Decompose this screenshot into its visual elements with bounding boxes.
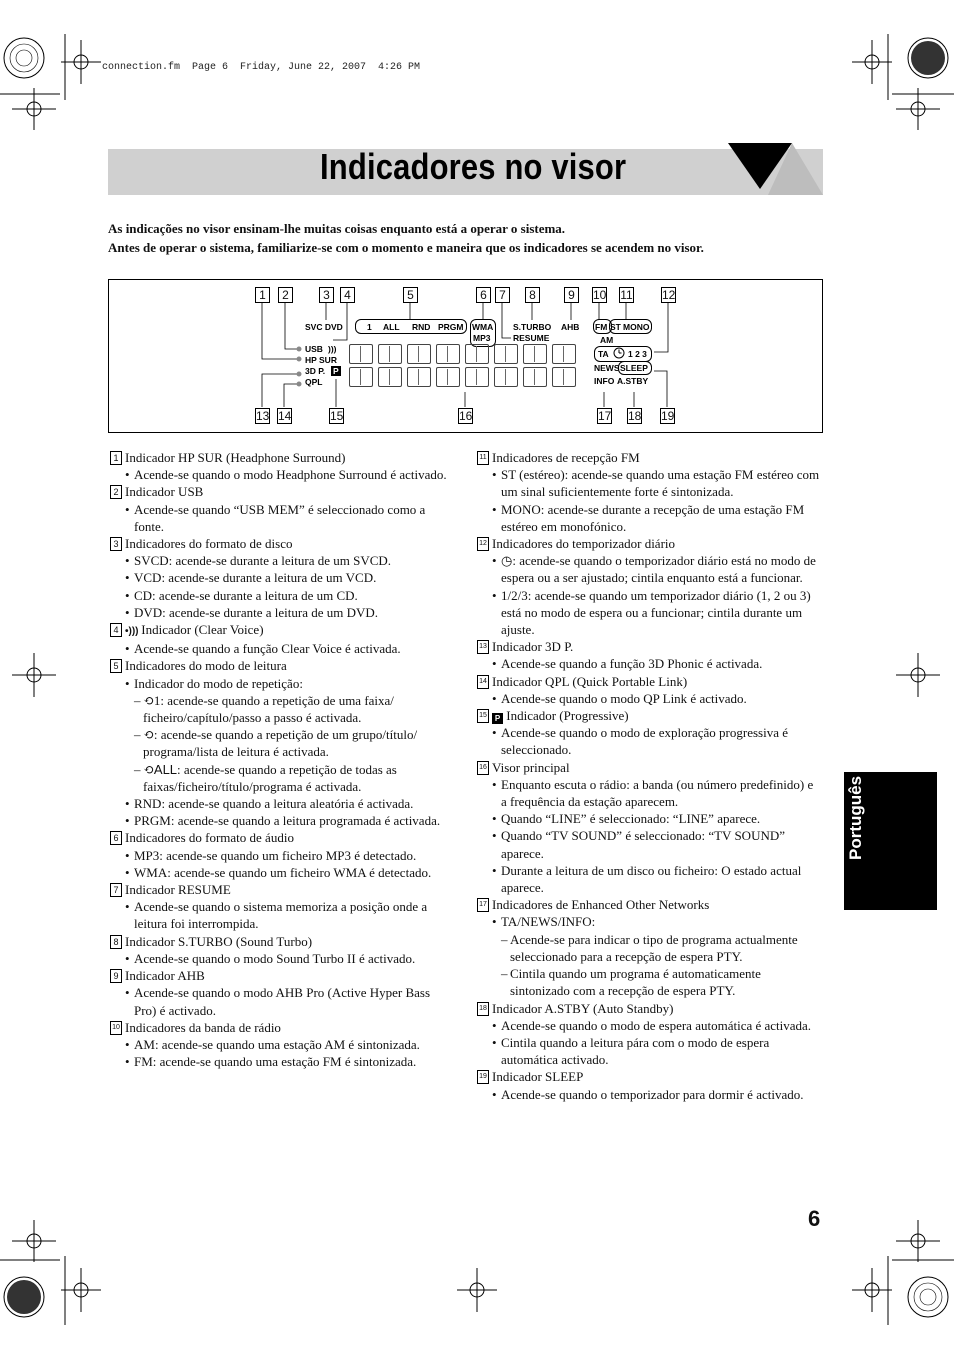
clear-voice-icon: ))) [328,344,337,354]
dash-item: – ⟲: acende-se quando a repetição de um grupo/título/ programa/lista de leitura é activada. [110,726,455,760]
callout-7: 7 [495,287,510,303]
item-number: 9 [110,969,122,983]
callout-11: 11 [620,288,633,302]
item-19: 19 Indicador SLEEP [477,1068,822,1085]
item-number: 8 [110,935,122,949]
item-number: 5 [110,659,122,673]
bullet: • AM: acende-se quando uma estação AM é sintonizada. [110,1036,455,1053]
item-number: 4 [110,623,122,637]
item-11: 11 Indicadores de recepção FM [477,449,822,466]
lcd-qpl: QPL [305,377,323,387]
dash-item: – ⟲ALL: acende-se quando a repetição de todas as faixas/ficheiro/título/programa é activada. [110,761,455,795]
callout-6: 6 [476,287,491,303]
display-diagram [108,279,823,433]
bullet: • MP3: acende-se quando um ficheiro MP3 é detectado. [110,847,455,864]
bullet: • Acende-se quando a função 3D Phonic é activada. [477,655,822,672]
page-title: Indicadores no visor [320,146,627,187]
bullet: • TA/NEWS/INFO: [477,913,822,930]
item-number: 15 [477,709,489,723]
bullet: • Indicador do modo de repetição: [110,675,455,692]
lcd-ta: TA [598,349,609,359]
item-number: 6 [110,831,122,845]
item-12: 12 Indicadores do temporizador diário [477,535,822,552]
bullet: • CD: acende-se durante a leitura de um CD. [110,587,455,604]
bullet: • Acende-se quando o temporizador para dormir é activado. [477,1086,822,1103]
bullet: • ST (estéreo): acende-se quando uma estação FM estéreo com um sinal suficientemente forte é sintonizada. [477,466,822,500]
bullet: • Acende-se quando a função Clear Voice é activada. [110,640,455,657]
callout-17: 17 [598,409,612,423]
progressive-icon: P [492,713,503,724]
lcd-sleep: SLEEP [620,363,648,373]
callout-19: 19 [661,409,675,423]
bullet: • Acende-se quando o modo de espera automática é activada. [477,1017,822,1034]
bullet: • ◷: acende-se quando o temporizador diário está no modo de espera ou a ser ajustado; cintila enquanto está a funcionar. [477,552,822,586]
bullet: • WMA: acende-se quando um ficheiro WMA é detectado. [110,864,455,881]
item-14: 14 Indicador QPL (Quick Portable Link) [477,673,822,690]
lcd-ahb: AHB [561,322,580,332]
item-number: 1 [110,451,122,465]
item-number: 18 [477,1002,489,1016]
item-number: 3 [110,537,122,551]
callout-4: 4 [340,287,355,303]
callout-1: 1 [255,287,270,303]
item-16: 16 Visor principal [477,759,822,776]
item-4: 4 •))) Indicador (Clear Voice) [110,621,455,640]
item-number: 11 [477,451,489,465]
bullet: • SVCD: acende-se durante a leitura de um SVCD. [110,552,455,569]
callout-16: 16 [459,409,473,423]
repeat-one-icon: ⟲1 [143,692,161,708]
bullet: • Durante a leitura de um disco ou ficheiro: O estado actual aparece. [477,862,822,896]
bullet: • 1/2/3: acende-se quando um temporizador diário (1, 2 ou 3) está no modo de espera ou a funcionar; cintila durante um ajuste. [477,587,822,639]
dash-item: – Cintila quando um programa é automaticamente sintonizado com a recepção de espera PTY. [477,965,822,999]
bullet: • Acende-se quando o modo Sound Turbo II é activado. [110,950,455,967]
callout-14: 14 [278,409,292,423]
item-number: 10 [110,1021,122,1035]
page-number: 6 [808,1206,821,1231]
item-number: 7 [110,883,122,897]
right-column [477,449,822,1103]
lcd-am: AM [600,335,614,345]
callout-3: 3 [319,287,334,303]
lcd-wma: WMA [472,322,494,332]
bullet: • MONO: acende-se durante a recepção de uma estação FM estéreo em monofónico. [477,501,822,535]
lcd-all: ALL [383,322,400,332]
callout-15: 15 [330,409,344,423]
repeat-icon: ⟲ [143,727,154,743]
bullet: • VCD: acende-se durante a leitura de um VCD. [110,569,455,586]
bullet: • Acende-se quando o modo de exploração progressiva é seleccionado. [477,724,822,758]
bullet: • Quando “TV SOUND” é seleccionado: “TV SOUND” aparece. [477,827,822,861]
lcd-one: 1 [367,322,372,332]
item-number: 12 [477,537,489,551]
callout-12: 12 [662,288,676,302]
lcd-svc-dvd: SVC DVD [305,322,343,332]
callout-8: 8 [525,287,540,303]
item-17: 17 Indicadores de Enhanced Other Networks [477,896,822,913]
bullet: • DVD: acende-se durante a leitura de um DVD. [110,604,455,621]
item-9: 9 Indicador AHB [110,967,455,984]
lcd-progressive: P [333,366,339,376]
bullet: • FM: acende-se quando uma estação FM é sintonizada. [110,1053,455,1070]
item-number: 17 [477,898,489,912]
item-number: 19 [477,1070,489,1084]
lcd-sturbo: S.TURBO [513,322,552,332]
lcd-info: INFO [594,376,615,386]
callout-13: 13 [256,409,270,423]
item-6: 6 Indicadores do formato de áudio [110,829,455,846]
item-8: 8 Indicador S.TURBO (Sound Turbo) [110,933,455,950]
item-3: 3 Indicadores do formato de disco [110,535,455,552]
intro-line-1: As indicações no visor ensinam-lhe muitas coisas enquanto está a operar o sistema. [108,221,566,236]
intro-line-2: Antes de operar o sistema, familiarize-se com o momento e maneira que os indicadores se acendem no visor. [108,240,704,255]
item-13: 13 Indicador 3D P. [477,638,822,655]
language-tab-label: Português [846,775,865,860]
lcd-prgm: PRGM [438,322,464,332]
lcd-mono: MONO [623,322,650,332]
clock-icon: ◷ [501,553,513,569]
lcd-st: ST [610,322,621,332]
item-number: 2 [110,485,122,499]
file-header-line: connection.fm Page 6 Friday, June 22, 2007 4:26 PM [102,62,421,73]
bullet: • PRGM: acende-se quando a leitura programada é activada. [110,812,455,829]
item-number: 16 [477,761,489,775]
item-number: 13 [477,640,489,654]
left-column [110,449,455,1070]
item-7: 7 Indicador RESUME [110,881,455,898]
bullet: • Acende-se quando o modo Headphone Surround é activado. [110,466,455,483]
clock-icon [612,346,626,360]
item-18: 18 Indicador A.STBY (Auto Standby) [477,1000,822,1017]
repeat-all-icon: ⟲ALL [143,761,178,777]
lcd-astby: A.STBY [617,376,649,386]
lcd-rnd: RND [412,322,431,332]
lcd-mp3: MP3 [473,333,491,343]
banner-triangle-icon [728,143,823,195]
lcd-news: NEWS [594,363,620,373]
lcd-3dp: 3D P. [305,366,326,376]
callout-5: 5 [403,287,418,303]
callout-9: 9 [564,287,579,303]
bullet: • Enquanto escuta o rádio: a banda (ou número predefinido) e a frequência da estação aparecem. [477,776,822,810]
bullet: • Acende-se quando o modo QP Link é activado. [477,690,822,707]
callout-10: 10 [593,288,607,302]
bullet: • Cintila quando a leitura pára com o modo de espera automática activado. [477,1034,822,1068]
dash-item: – ⟲1: acende-se quando a repetição de uma faixa/ ficheiro/capítulo/passo a passo é activada. [110,692,455,726]
dash-item: – Acende-se para indicar o tipo de programa actualmente seleccionado para a recepção de espera PTY. [477,931,822,965]
item-2: 2 Indicador USB [110,483,455,500]
item-10: 10 Indicadores da banda de rádio [110,1019,455,1036]
item-1: 1 Indicador HP SUR (Headphone Surround) [110,449,455,466]
lcd-resume: RESUME [513,333,550,343]
item-5: 5 Indicadores do modo de leitura [110,657,455,674]
bullet: • Acende-se quando “USB MEM” é seleccionado como a fonte. [110,501,455,535]
lcd-timers: 1 2 3 [628,349,647,359]
callout-18: 18 [628,409,642,423]
lcd-fm: FM [595,322,608,332]
bullet: • Acende-se quando o modo AHB Pro (Active Hyper Bass Pro) é activado. [110,984,455,1018]
bullet: • RND: acende-se quando a leitura aleatória é activada. [110,795,455,812]
clear-voice-icon: •))) [125,626,142,638]
lcd-hp-sur: HP SUR [305,355,337,365]
lcd-usb: USB [305,344,323,354]
callout-2: 2 [278,287,293,303]
bullet: • Acende-se quando o sistema memoriza a posição onde a leitura foi interrompida. [110,898,455,932]
item-number: 14 [477,675,489,689]
item-15: 15 P Indicador (Progressive) [477,707,822,724]
main-display [349,344,581,392]
bullet: • Quando “LINE” é seleccionado: “LINE” aparece. [477,810,822,827]
